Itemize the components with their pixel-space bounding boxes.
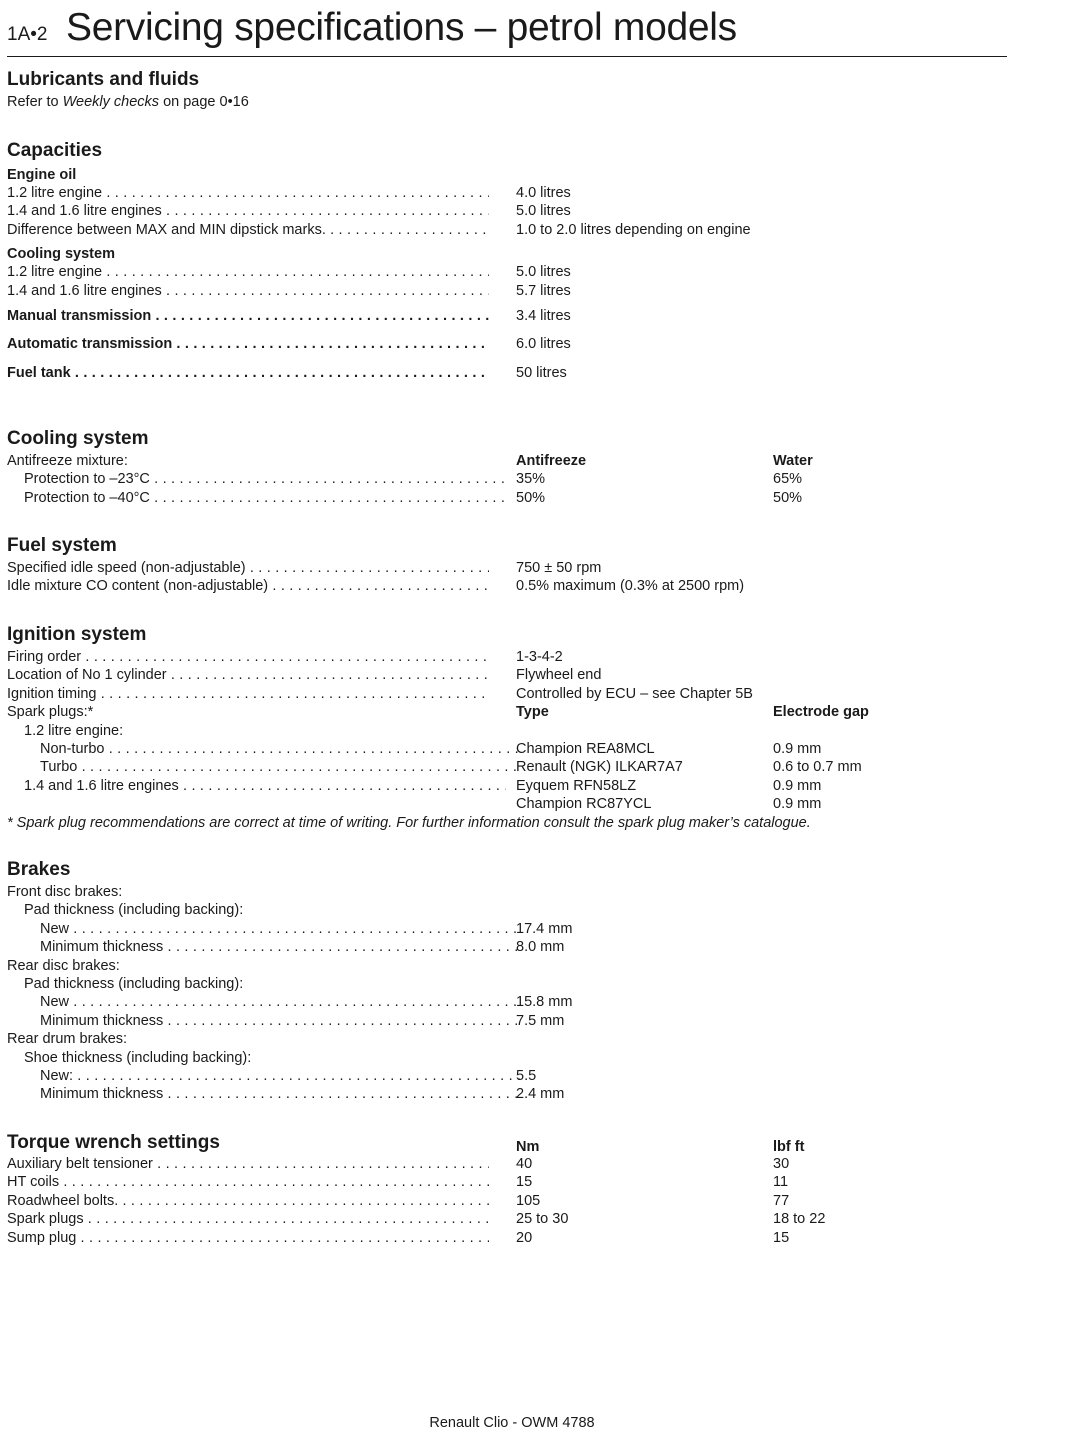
spec-label: Fuel tank . . .: [7, 364, 489, 382]
spec-value: 35%: [516, 471, 546, 488]
spec-label: Automatic transmission . . .: [7, 335, 489, 353]
spec-label: Pad thickness (including backing):: [24, 975, 244, 992]
spec-row: [7, 1173, 1007, 1191]
spec-label: Difference between MAX and MIN dipstick marks. . . .: [7, 221, 489, 239]
spec-label: New: . . .: [7, 1067, 522, 1085]
column-header: Nm: [516, 1139, 540, 1155]
section-title: Lubricants and fluids: [7, 69, 200, 90]
section-title: Fuel system: [7, 535, 117, 556]
spec-row: [7, 1012, 1007, 1030]
spec-label: Turbo . . .: [7, 758, 522, 776]
spec-label: Sump plug . . .: [7, 1229, 489, 1247]
document-page: [7, 0, 1007, 1431]
spec-value: 17.4 mm: [516, 920, 573, 937]
spec-value: 5.5: [516, 1067, 537, 1084]
spec-label: Specified idle speed (non-adjustable) . . .: [7, 559, 489, 577]
section-title: Torque wrench settings: [7, 1132, 220, 1153]
spec-row: [7, 740, 1007, 758]
page-title: Servicing specifications – petrol models: [66, 6, 737, 49]
reference-prefix: Refer to: [7, 94, 63, 110]
spec-header-row: [7, 452, 1007, 470]
lubricants-reference: [7, 93, 1007, 111]
spec-label: 1.4 and 1.6 litre engines . . .: [7, 777, 506, 795]
spec-row: [7, 722, 1007, 740]
subheading: Cooling system: [7, 246, 115, 263]
spec-value: 15.8 mm: [516, 994, 573, 1011]
fuel-section: [7, 534, 1007, 596]
spec-label: Antifreeze mixture:: [7, 453, 128, 469]
footnote: * Spark plug recommendations are correct at time of writing. For further information consult the spark plug maker’s catalogue.: [7, 814, 811, 831]
spec-value: 5.0 litres: [516, 264, 571, 281]
spec-label: New . . .: [7, 993, 522, 1011]
spec-value: 0.6 to 0.7 mm: [773, 759, 862, 776]
page-number: 1A•2: [7, 24, 48, 45]
column-header: Electrode gap: [773, 704, 869, 721]
spec-label: Roadwheel bolts. . . .: [7, 1192, 489, 1210]
spec-row: [7, 364, 1007, 382]
spec-row: [7, 883, 1007, 901]
spec-row: [7, 1067, 1007, 1085]
spec-label: Firing order . . .: [7, 648, 489, 666]
reference-link-text: Weekly checks: [62, 94, 160, 110]
ignition-section: [7, 623, 1007, 832]
spec-label: 1.2 litre engine . . .: [7, 184, 489, 202]
spec-value: Eyquem RFN58LZ: [516, 777, 637, 794]
spec-row: [7, 1049, 1007, 1067]
spec-row: [7, 666, 1007, 684]
page-header: [7, 0, 1007, 57]
spec-value: 105: [516, 1192, 541, 1209]
spec-row: [7, 559, 1007, 577]
spec-value: 77: [773, 1192, 790, 1209]
column-header: Type: [516, 704, 549, 721]
spec-label: Protection to –40°C . . .: [7, 489, 506, 507]
spec-row: [7, 470, 1007, 488]
reference-suffix: on page 0•16: [159, 94, 249, 110]
spec-label: HT coils . . .: [7, 1173, 489, 1191]
spec-label: Protection to –23°C . . .: [7, 470, 506, 488]
spec-value: Renault (NGK) ILKAR7A7: [516, 759, 683, 776]
spec-label: Spark plugs:*: [7, 704, 94, 721]
spec-row: [7, 1030, 1007, 1048]
spec-header-row: [7, 703, 1007, 721]
spec-row: [7, 184, 1007, 202]
spec-value: 5.0 litres: [516, 203, 571, 220]
spec-value: 750 ± 50 rpm: [516, 560, 602, 576]
spec-row: [7, 1229, 1007, 1247]
spec-row: [7, 648, 1007, 666]
spec-value: 0.9 mm: [773, 777, 822, 794]
spec-row: [7, 1210, 1007, 1228]
spec-label: Idle mixture CO content (non-adjustable) . . .: [7, 577, 489, 595]
spec-row: [7, 263, 1007, 281]
spec-row: [7, 221, 1007, 239]
brakes-section: [7, 858, 1007, 1104]
spec-label: Manual transmission . . .: [7, 307, 489, 325]
spec-value: 2.4 mm: [516, 1086, 565, 1103]
spec-value: 65%: [773, 471, 803, 488]
spec-row: [7, 777, 1007, 795]
spec-value: 0.5% maximum (0.3% at 2500 rpm): [516, 578, 745, 595]
spec-value: 3.4 litres: [516, 307, 571, 324]
spec-row: [7, 577, 1007, 595]
spec-label: Pad thickness (including backing):: [24, 902, 244, 919]
spec-row: [7, 202, 1007, 220]
capacities-section: [7, 139, 1007, 382]
spec-value: 6.0 litres: [516, 336, 571, 353]
spec-value: 50%: [516, 489, 546, 506]
spec-value: 18 to 22: [773, 1211, 826, 1228]
subheading: Engine oil: [7, 167, 77, 183]
spec-label: Minimum thickness . . .: [7, 938, 522, 956]
spec-value: 0.9 mm: [773, 796, 822, 813]
spec-row: [7, 1155, 1007, 1173]
spec-row: [7, 938, 1007, 956]
cooling-section: [7, 427, 1007, 507]
column-header: lbf ft: [773, 1139, 805, 1155]
spec-row: [7, 957, 1007, 975]
spec-row: [7, 901, 1007, 919]
spec-label: Ignition timing . . .: [7, 685, 489, 703]
spec-value: 20: [516, 1229, 533, 1246]
spec-label: Shoe thickness (including backing):: [24, 1049, 252, 1066]
spec-label: Minimum thickness . . .: [7, 1012, 522, 1030]
torque-header-row: [7, 1131, 1007, 1155]
lubricants-section: [7, 68, 1007, 111]
spec-value: Controlled by ECU – see Chapter 5B: [516, 685, 753, 702]
spec-label: Non-turbo . . .: [7, 740, 522, 758]
spec-value: 0.9 mm: [773, 740, 822, 757]
spec-row: [7, 307, 1007, 325]
spec-value: 50 litres: [516, 364, 567, 381]
spec-row: [7, 685, 1007, 703]
spec-label: 1.4 and 1.6 litre engines . . .: [7, 202, 489, 220]
spec-row: [7, 975, 1007, 993]
spec-value: 4.0 litres: [516, 185, 571, 201]
spec-label: Auxiliary belt tensioner . . .: [7, 1155, 489, 1173]
spec-row: [7, 993, 1007, 1011]
spec-value: 15: [773, 1229, 790, 1246]
spec-label: New . . .: [7, 920, 522, 938]
spec-row: [7, 489, 1007, 507]
spec-label: Location of No 1 cylinder . . .: [7, 666, 489, 684]
spec-value: 40: [516, 1156, 533, 1172]
spec-value: 15: [516, 1174, 533, 1191]
column-header: Water: [773, 453, 813, 469]
spec-row: [7, 795, 1007, 813]
spec-label: Front disc brakes:: [7, 884, 123, 900]
spec-row: [7, 758, 1007, 776]
spec-label: Rear disc brakes:: [7, 957, 120, 974]
spec-row: [7, 282, 1007, 300]
section-title: Ignition system: [7, 624, 147, 645]
spec-label: 1.2 litre engine:: [24, 722, 124, 739]
page-footer: Renault Clio - OWM 4788: [429, 1415, 595, 1431]
spec-label: Spark plugs . . .: [7, 1210, 489, 1228]
spec-value: Flywheel end: [516, 667, 602, 684]
spec-label: 1.2 litre engine . . .: [7, 263, 489, 281]
section-title: Cooling system: [7, 428, 149, 449]
spec-row: [7, 1192, 1007, 1210]
section-title: Brakes: [7, 859, 71, 880]
spec-value: 8.0 mm: [516, 939, 565, 956]
spec-value: 25 to 30: [516, 1211, 569, 1228]
spec-value: Champion RC87YCL: [516, 796, 652, 813]
section-title: Capacities: [7, 140, 103, 161]
spec-value: 1.0 to 2.0 litres depending on engine: [516, 221, 751, 238]
torque-section: [7, 1131, 1007, 1247]
spec-row: [7, 920, 1007, 938]
spec-value: Champion REA8MCL: [516, 740, 655, 757]
spec-label: Rear drum brakes:: [7, 1031, 128, 1048]
spec-label: 1.4 and 1.6 litre engines . . .: [7, 282, 489, 300]
spec-row: [7, 1085, 1007, 1103]
column-header: Antifreeze: [516, 453, 587, 469]
spec-value: 30: [773, 1156, 790, 1172]
spec-value: 11: [773, 1174, 789, 1191]
spec-label: Minimum thickness . . .: [7, 1085, 522, 1103]
spec-row: [7, 335, 1007, 353]
spec-value: 5.7 litres: [516, 282, 571, 299]
spec-value: 1-3-4-2: [516, 649, 563, 665]
spec-value: 50%: [773, 489, 803, 506]
spec-value: 7.5 mm: [516, 1012, 565, 1029]
